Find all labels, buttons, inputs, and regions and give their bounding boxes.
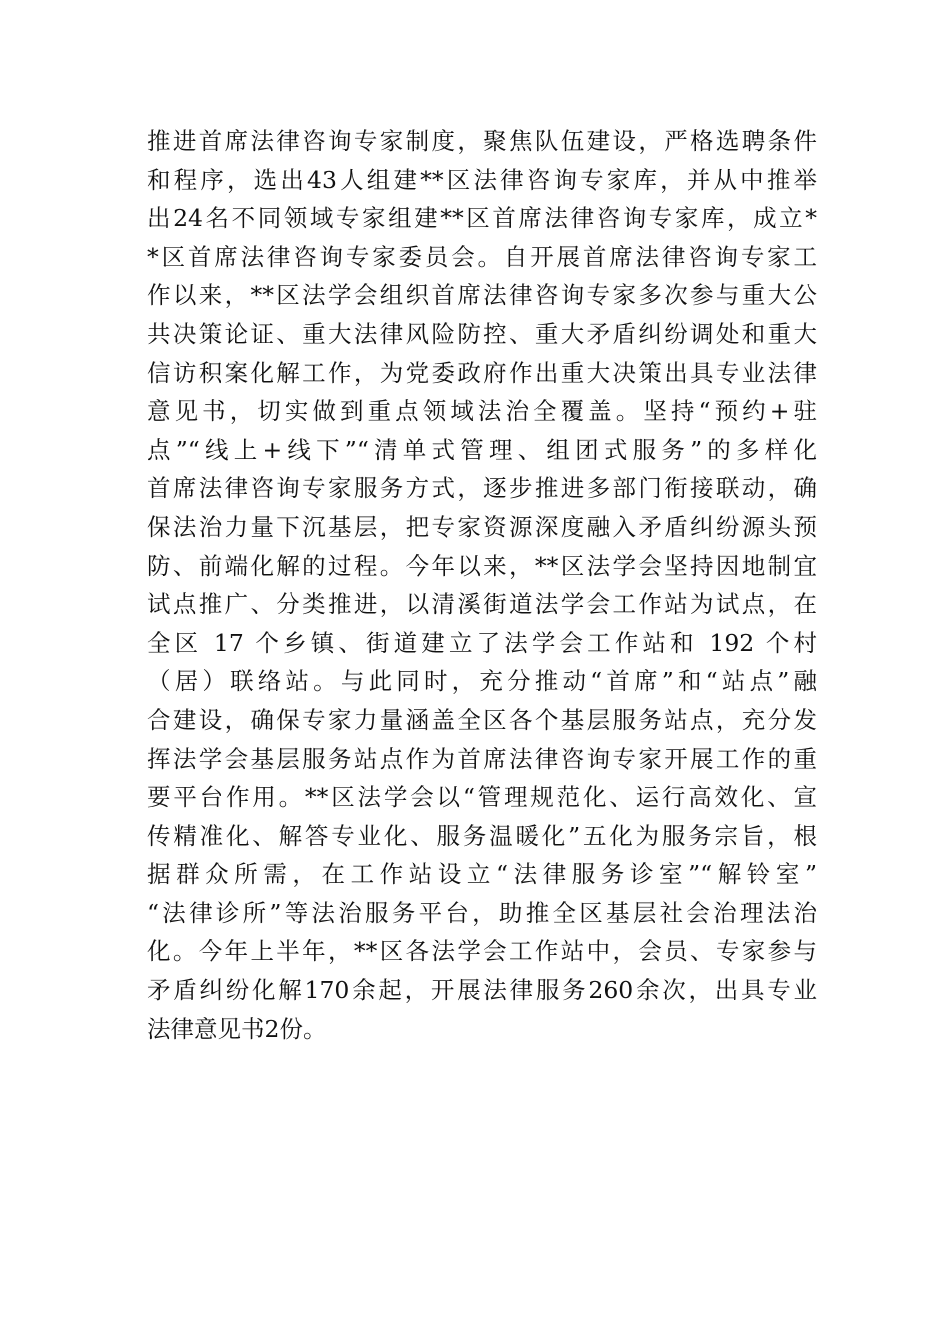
text-line: 出24名不同领域专家组建**区首席法律咨询专家库，成立* [147, 204, 817, 233]
text-line: 首席法律咨询专家服务方式，逐步推进多部门衔接联动，确 [147, 474, 817, 503]
text-line: *区首席法律咨询专家委员会。自开展首席法律咨询专家工 [147, 242, 817, 271]
text-line: （居）联络站。与此同时，充分推动“首席”和“站点”融 [147, 667, 817, 696]
text-line: 防、前端化解的过程。今年以来，**区法学会坚持因地制宜 [147, 551, 817, 580]
text-line: 要平台作用。**区法学会以“管理规范化、运行高效化、宣 [147, 783, 817, 812]
text-line: 合建设，确保专家力量涵盖全区各个基层服务站点，充分发 [147, 705, 817, 734]
text-line-last: 法律意见书2份。 [147, 1014, 327, 1043]
text-line: 试点推广、分类推进，以清溪街道法学会工作站为试点，在 [147, 590, 817, 619]
body-text [147, 122, 817, 1048]
text-line: 传精准化、解答专业化、服务温暖化”五化为服务宗旨，根 [147, 821, 817, 850]
text-line: 全区 17 个乡镇、街道建立了法学会工作站和 192 个村 [147, 628, 817, 657]
text-line: 信访积案化解工作，为党委政府作出重大决策出具专业法律 [147, 358, 817, 387]
text-line: 据群众所需，在工作站设立“法律服务诊室”“解铃室” [147, 860, 817, 889]
text-line: 和程序，选出43人组建**区法律咨询专家库，并从中推举 [147, 165, 817, 194]
text-line: 意见书，切实做到重点领域法治全覆盖。坚持“预约+驻 [147, 397, 817, 426]
text-line: “法律诊所”等法治服务平台，助推全区基层社会治理法治 [147, 898, 817, 927]
text-line: 共决策论证、重大法律风险防控、重大矛盾纠纷调处和重大 [147, 319, 817, 348]
text-line: 挥法学会基层服务站点作为首席法律咨询专家开展工作的重 [147, 744, 817, 773]
text-line: 作以来，**区法学会组织首席法律咨询专家多次参与重大公 [147, 281, 817, 310]
text-line: 化。今年上半年，**区各法学会工作站中，会员、专家参与 [147, 937, 817, 966]
text-line: 推进首席法律咨询专家制度，聚焦队伍建设，严格选聘条件 [147, 127, 817, 155]
text-line: 矛盾纠纷化解170余起，开展法律服务260余次，出具专业 [147, 976, 817, 1005]
text-line: 点”“线上+线下”“清单式管理、组团式服务”的多样化 [147, 435, 817, 464]
text-line: 保法治力量下沉基层，把专家资源深度融入矛盾纠纷源头预 [147, 512, 817, 541]
